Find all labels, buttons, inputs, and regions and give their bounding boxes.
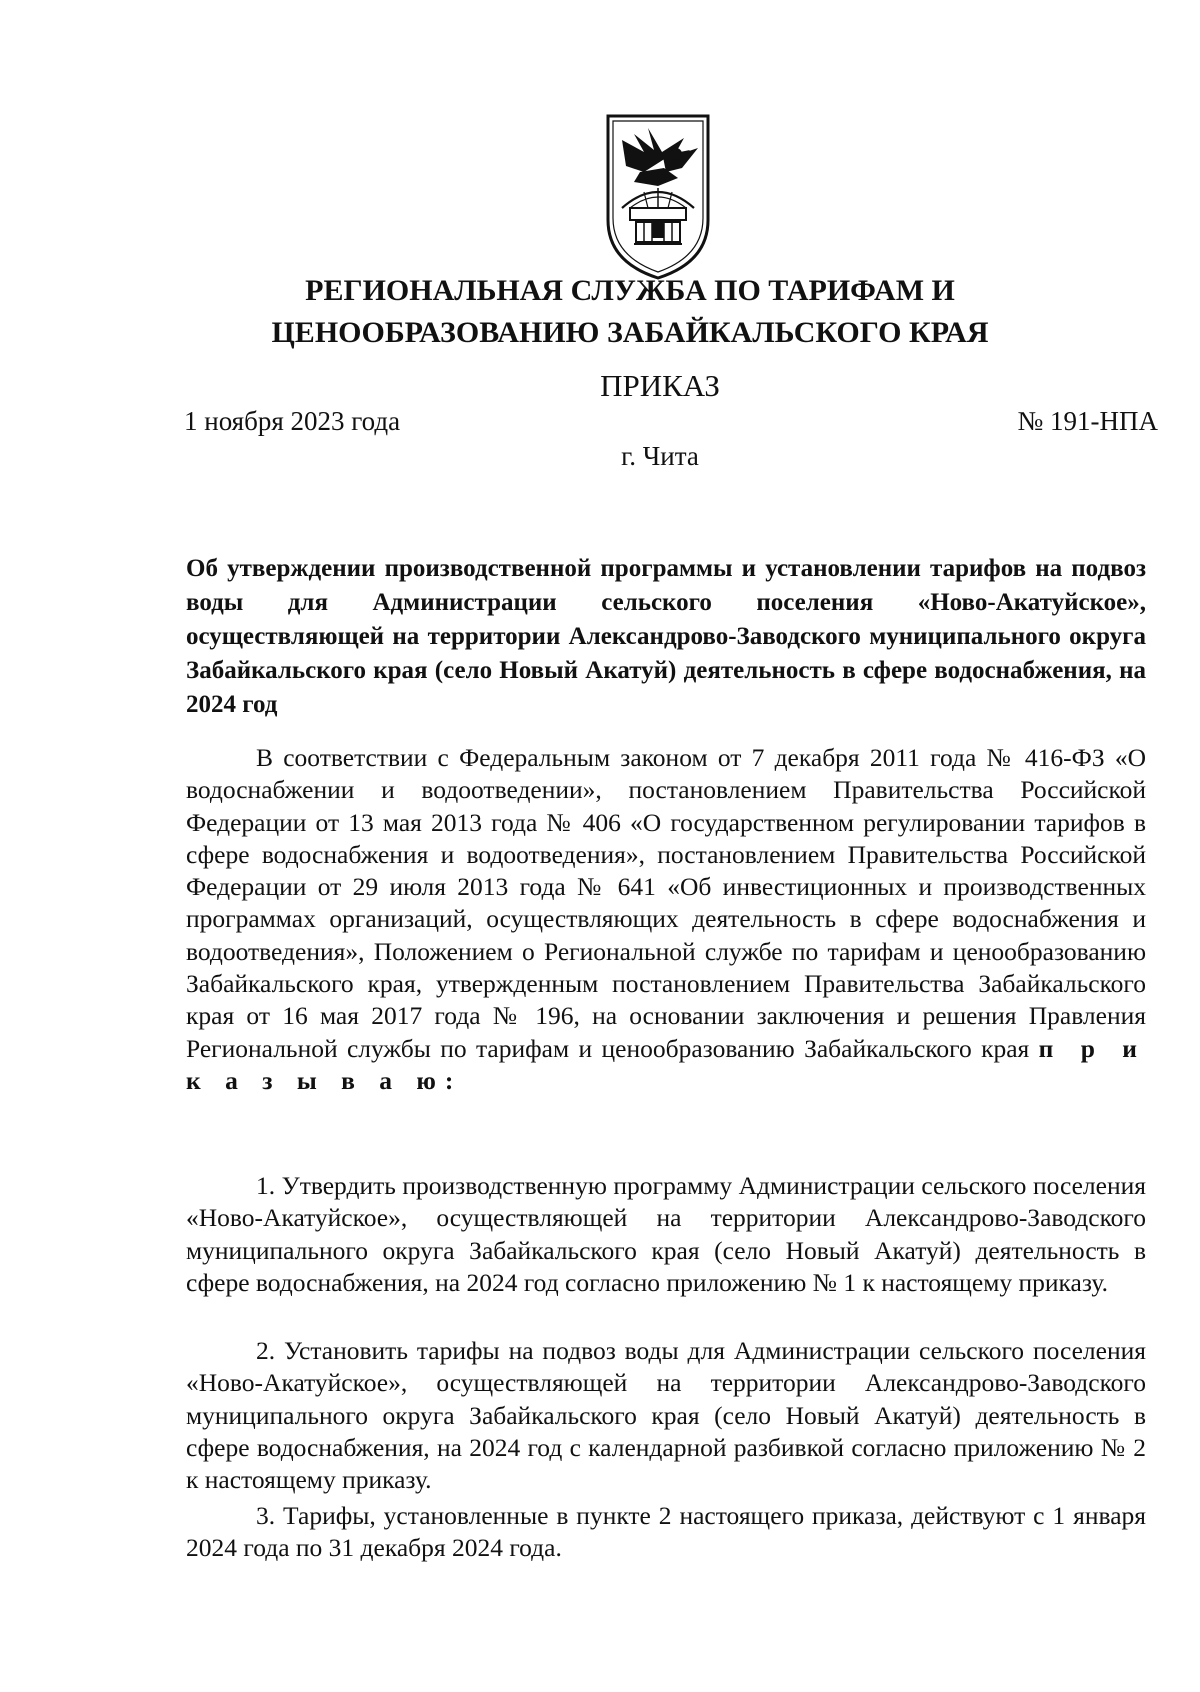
organization-title-line-2: ЦЕНООБРАЗОВАНИЮ ЗАБАЙКАЛЬСКОГО КРАЯ xyxy=(271,316,989,349)
preamble-text: В соответствии с Федеральным законом от 7 декабря 2011 года № 416-ФЗ «О водоснабжении и водоотведении», постановлением Правительства Российской Федерации от 13 мая 2013 года № 406 «О государственном регулировании тарифов в сфере водоснабжения и водоотведения», постановлением Правительства Российской Федерации от 29 июля 2013 года № 641 «Об инвестиционных и производственных программах организаций, осуществляющих деятельность в сфере водоснабжения и водоотведения», Положением о Региональной службе по тарифам и ценообразованию Забайкальского края, утвержденным постановлением Правительства Забайкальского края от 16 мая 2017 года № 196, на основании заключения и решения Правления Региональной службы по тарифам и ценообразованию Забайкальского края xyxy=(186,743,1146,1063)
order-heading: ПРИКАЗ xyxy=(600,368,720,403)
order-item-1: 1. Утвердить производственную программу Администрации сельского поселения «Ново-Акатуйское», осуществляющей на территории Александрово-Заводского муниципального округа Забайкальского края (село Новый Акатуй) деятельность в сфере водоснабжения, на 2024 год согласно приложению № 1 к настоящему приказу. xyxy=(186,1171,1146,1297)
organization-title-line-1: РЕГИОНАЛЬНАЯ СЛУЖБА ПО ТАРИФАМ И xyxy=(305,274,955,307)
order-city: г. Чита xyxy=(621,441,699,471)
order-item-2: 2. Установить тарифы на подвоз воды для Администрации сельского поселения «Ново-Акатуйское», осуществляющей на территории Александрово-Заводского муниципального округа Забайкальского края (село Новый Акатуй) деятельность в сфере водоснабжения, на 2024 год с календарной разбивкой согласно приложению № 2 к настоящему приказу. xyxy=(186,1336,1146,1495)
coat-of-arms-icon xyxy=(604,112,712,282)
preamble-paragraph xyxy=(186,742,1146,1097)
order-item-3: 3. Тарифы, установленные в пункте 2 настоящего приказа, действуют с 1 января 2024 года по 31 декабря 2024 года. xyxy=(186,1501,1146,1563)
order-subject: Об утверждении производственной программы и установлении тарифов на подвоз воды для Администрации сельского поселения «Ново-Акатуйское», осуществляющей на территории Александрово-Заводского муниципального округа Забайкальского края (село Новый Акатуй) деятельность в сфере водоснабжения, на 2024 год xyxy=(186,555,1146,718)
order-date: 1 ноября 2023 года xyxy=(184,406,401,436)
order-number: № 191-НПА xyxy=(1017,406,1158,436)
order-verb: п р и к а з ы в а ю: xyxy=(186,1033,1146,1095)
